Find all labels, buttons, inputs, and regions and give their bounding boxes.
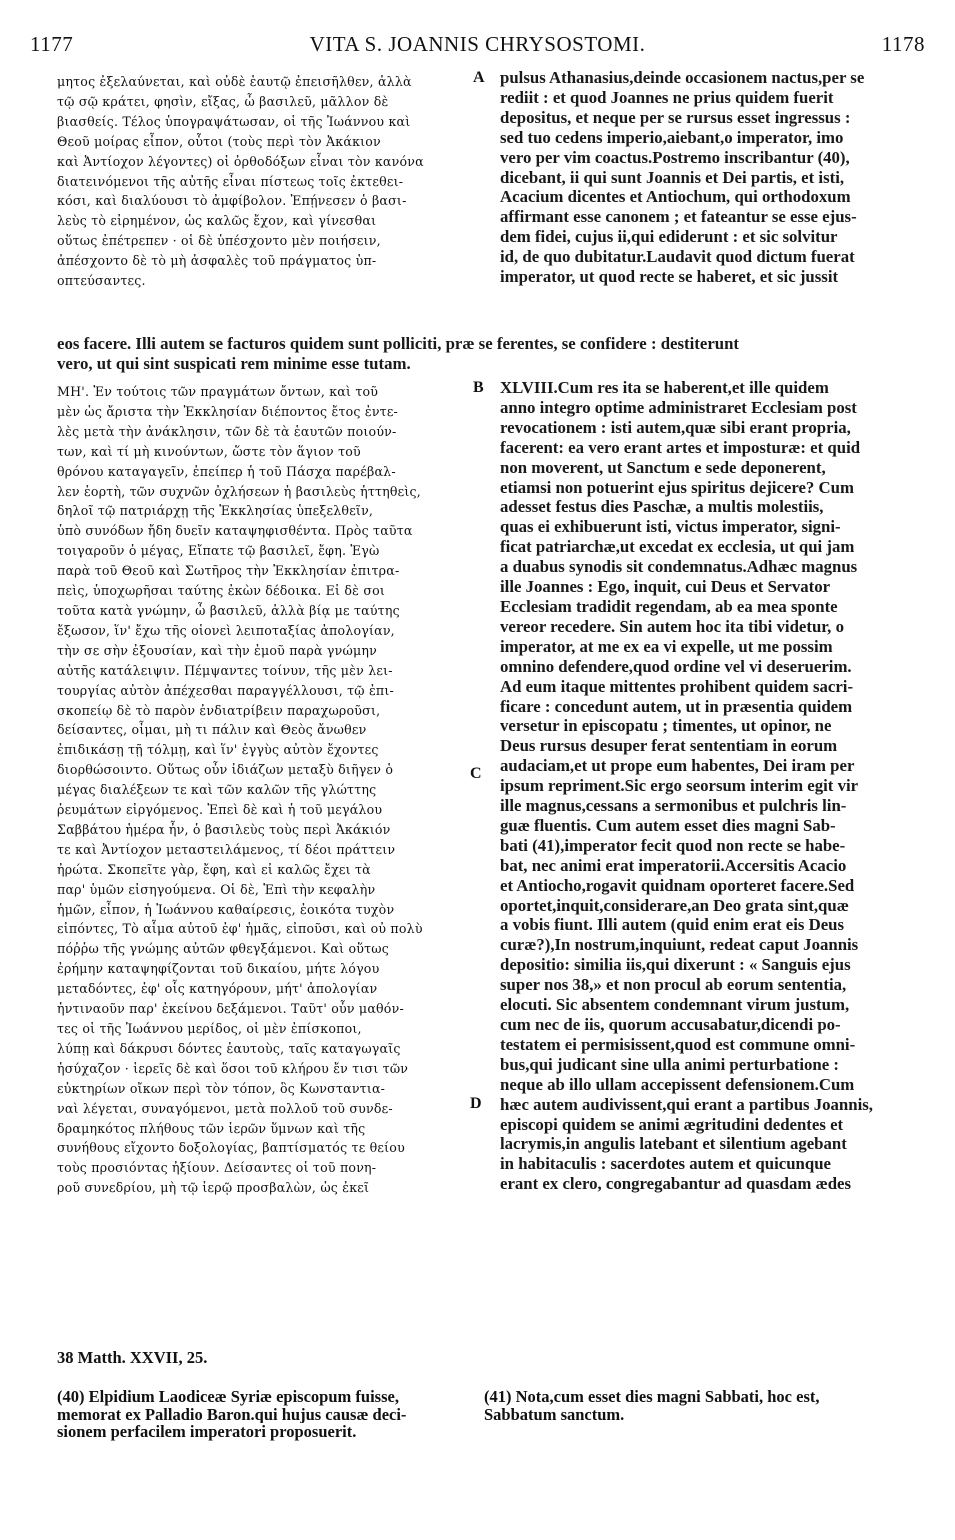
text-line: ipsum repriment.Sic ergo seorsum interim egit vir bbox=[500, 776, 859, 796]
text-line: sed tuo cedens imperio,aiebant,o imperator, imo bbox=[500, 127, 844, 147]
text-line: et Antiocho,rogavit quidnam oporteret facere.Sed bbox=[500, 875, 855, 895]
text-line: συνήθους εἴχοντο δοξολογίας, βαπτίσματός τε θείου bbox=[57, 1140, 405, 1156]
text-line: guæ fluentis. Cum autem esset dies magni Sab- bbox=[500, 815, 836, 835]
text-line: sionem perfacilem imperatori proposuerit. bbox=[57, 1423, 357, 1441]
text-line: affirmant esse canonem ; et fateantur se esse ejus- bbox=[500, 207, 857, 227]
latin-column-section-1 bbox=[500, 68, 920, 287]
text-line: μητος ἐξελαύνεται, καὶ οὐδὲ ἑαυτῷ ἐπεισῆλθεν, ἀλλὰ bbox=[57, 74, 412, 89]
text-line: ναὶ λέγεται, συναγόμενοι, μετὰ πολλοῦ τοῦ συνδε- bbox=[57, 1100, 393, 1116]
text-line: anno integro optime administraret Ecclesiam post bbox=[500, 397, 857, 417]
text-line: μέγας διαλέξεων τε καὶ τῶν καλῶν τῆς γλώττης bbox=[57, 782, 377, 798]
text-line: οπτεύσαντες. bbox=[57, 273, 146, 289]
text-line: memorat ex Palladio Baron.qui hujus causæ deci- bbox=[57, 1405, 407, 1423]
text-line: διορθώσοιντο. Οὕτως οὖν ἰδιάζων μεταξὺ διῆγεν ὁ bbox=[57, 762, 394, 778]
text-line: audaciam,et ut prope eum habentes, Dei iram per bbox=[500, 756, 855, 776]
text-line: (40) Elpidium Laodiceæ Syriæ episcopum fuisse, bbox=[57, 1388, 399, 1406]
text-line: ἠρώτα. Σκοπεῖτε γὰρ, ἔφη, καὶ εἰ καλῶς ἔχει τὰ bbox=[57, 861, 371, 877]
text-line: id, de quo dubitatur.Laudavit quod dictum fuerat bbox=[500, 247, 855, 267]
text-line: erant ex clero, congregabantur ad quasdam ædes bbox=[500, 1174, 852, 1194]
text-line: bat, nec animi erat imperatorii.Accersitis Acacio bbox=[500, 855, 847, 875]
text-line: σκοπείῳ δὲ τὸ παρὸν ἐνδιατρίβειν παραχωροῦσι, bbox=[57, 702, 381, 718]
greek-column-section-1 bbox=[57, 72, 465, 291]
text-line: rediit : et quod Joannes ne prius quidem fuerit bbox=[500, 87, 834, 107]
text-line: Σαββάτου ἡμέρα ἦν, ὁ βασιλεὺς τοὺς περὶ Ἀκάκιόν bbox=[57, 821, 391, 837]
text-line: imperator, at me ex ea vi expelle, ut me possim bbox=[500, 636, 833, 656]
text-line: ὑπὸ συνόδων ἤδη δυεῖν καταψηφισθέντα. Πρὸς ταῦτα bbox=[57, 523, 413, 539]
text-line: depositus, et neque per se rursus esset ingressus : bbox=[500, 107, 851, 127]
text-line: vereor recedere. Sin autem hoc ita tibi videtur, o bbox=[500, 616, 844, 636]
text-line: των, καὶ τί μὴ κινούντων, ὥστε τὸν ἅγιον τοῦ bbox=[57, 443, 361, 459]
text-line: ῥευμάτων εἰργόμενος. Ἐπεὶ δὲ καὶ ἡ τοῦ μεγάλου bbox=[57, 802, 383, 818]
text-line: παρὰ τοῦ Θεοῦ καὶ Σωτῆρος τὴν Ἐκκλησίαν ἐπιτρα- bbox=[57, 563, 400, 579]
text-line: Ad eum itaque mittentes prohibent quidem sacri- bbox=[500, 676, 854, 696]
text-line: πόῤῥω τῆς γνώμης αὐτῶν φθεγξάμενοι. Καὶ οὕτως bbox=[57, 941, 389, 957]
text-line: vero, ut qui sint suspicati rem minime esse tutam. bbox=[57, 353, 411, 373]
text-line: ficare : concedunt autem, ut in præsentia quidem bbox=[500, 696, 853, 716]
text-line: ἐπιδικάσῃ τῇ τόλμῃ, καὶ ἵν' ἐγγὺς αὐτὸν ἔχοντες bbox=[57, 742, 379, 758]
text-line: τοῦτα κατὰ γνώμην, ὦ βασιλεῦ, ἀλλὰ βίᾳ με ταύτης bbox=[57, 602, 400, 618]
text-line: ροῦ συνεδρίου, μὴ τῷ ἱερῷ προσβαλὼν, ὡς ἐκεῖ bbox=[57, 1180, 370, 1196]
text-line: τοιγαροῦν ὁ μέγας, Εἴπατε τῷ βασιλεῖ, ἔφη. Ἐγὼ bbox=[57, 543, 380, 559]
text-line: versetur in episcopatu ; timentes, ut opinor, ne bbox=[500, 716, 832, 736]
text-line: τες οἱ τῆς Ἰωάννου μερίδος, οἱ μὲν ἐπίσκοποι, bbox=[57, 1021, 362, 1036]
text-line: ἐρήμην καταψηφίζονται τοῦ δικαίου, μήτε λόγου bbox=[57, 961, 380, 977]
text-line: testatem ei permisissent,quod est commune omni- bbox=[500, 1034, 856, 1054]
text-line: καὶ Ἀντίοχον λέγοντες) οἱ ὀρθοδόξων εἶναι τὸν κανόνα bbox=[57, 153, 424, 169]
text-line: etiamsi non potuerint ejus spiritus dejicere? Cum bbox=[500, 477, 854, 497]
text-line: eos facere. Illi autem se facturos quidem sunt polliciti, præ se ferentes, se confidere : destiterunt bbox=[57, 334, 740, 353]
text-line: δείσαντες, οἶμαι, μὴ τι πάλιν καὶ Θεὸς ἄνωθεν bbox=[57, 722, 367, 738]
page-header bbox=[30, 32, 925, 62]
margin-marker-a: A bbox=[473, 69, 485, 86]
text-line: ille magnus,cessans a sermonibus et pulchris lin- bbox=[500, 796, 847, 816]
text-line: dem fidei, cujus ii,qui ediderunt : et sic solvitur bbox=[500, 227, 838, 247]
greek-column-section-2 bbox=[57, 382, 465, 1198]
text-line: παρ' ὑμῶν εἰσηγούμενα. Οἱ δὲ, Ἐπὶ τὴν κεφαλὴν bbox=[57, 881, 376, 897]
text-line: δηλοῖ τῷ πατριάρχῃ τῆς Ἐκκλησίας ὑπεξελθεῖν, bbox=[57, 503, 374, 519]
latin-column-section-2 bbox=[500, 378, 920, 1194]
text-line: λὲς μετὰ τὴν ἀνάκλησιν, τῶν δὲ τὰ ἑαυτῶν ποιούν- bbox=[57, 423, 397, 439]
text-line: revocationem : isti autem,quæ sibi erant propria, bbox=[500, 417, 851, 437]
text-line: πεὶς, ὑποχωρῆσαι ταύτης ἐκὼν δέδοικα. Εἰ δὲ σοι bbox=[57, 583, 386, 599]
margin-marker-c: C bbox=[470, 765, 482, 782]
text-line: θρόνου καταγαγεῖν, ἐπείπερ ἡ τοῦ Πάσχα παρέβαλ- bbox=[57, 463, 396, 479]
footnote-40 bbox=[57, 1388, 472, 1441]
margin-marker-d: D bbox=[470, 1095, 482, 1112]
text-line: super nos 38,» et non procul ab eorum sententia, bbox=[500, 975, 847, 995]
page-number-left: 1177 bbox=[30, 32, 74, 56]
text-line: ἡντιναοῦν παρ' ἐκείνου δεξάμενοι. Ταῦτ' οὖν μαθόν- bbox=[57, 1001, 404, 1017]
text-line: pulsus Athanasius,deinde occasionem nactus,per se bbox=[500, 68, 865, 87]
page-number-right: 1178 bbox=[881, 32, 925, 56]
text-line: (41) Nota,cum esset dies magni Sabbati, hoc est, bbox=[484, 1388, 820, 1406]
text-line: διατεινόμενοι τῆς αὐτῆς εἶναι πίστεως τοῖς ἐκτεθει- bbox=[57, 173, 404, 189]
text-line: εὐκτηρίων οἴκων περὶ τὸν τόπον, ὃς Κωνσταντια- bbox=[57, 1080, 386, 1096]
text-line: in habitaculis : sacerdotes autem et quicunque bbox=[500, 1154, 831, 1174]
text-line: τῷ σῷ κράτει, φησὶν, εἴξας, ὦ βασιλεῦ, μᾶλλον δὲ bbox=[57, 93, 389, 109]
text-line: ἡσύχαζον · ἱερεῖς δὲ καὶ ὅσοι τοῦ κλήρου ἔν τισι τῶν bbox=[57, 1060, 409, 1076]
text-line: adesset festus dies Paschæ, a multis molestiis, bbox=[500, 497, 824, 517]
text-line: Acacium dicentes et Antiochum, qui orthodoxum bbox=[500, 187, 851, 207]
text-line: quas ei exhibuerunt isti, victus imperator, signi- bbox=[500, 517, 841, 537]
text-line: λύπῃ καὶ δάκρυσι δόντες ἑαυτοὺς, ταῖς καταγωγαῖς bbox=[57, 1040, 401, 1056]
text-line: cum nec de iis, quorum accusabatur,dicendi po- bbox=[500, 1015, 841, 1034]
text-line: τε καὶ Ἀντίοχον μεταστειλάμενος, τί δέοι πράττειν bbox=[57, 841, 396, 857]
text-line: XLVIII.Cum res ita se haberent,et ille quidem bbox=[500, 378, 829, 397]
text-line: εἰπόντες, Τὸ αἷμα αὐτοῦ ἐφ' ἡμᾶς, εἰποῦσι, καὶ οὐ πολὺ bbox=[57, 921, 423, 937]
text-line: facerent: ea vero erant artes et imposturæ: et quid bbox=[500, 437, 861, 457]
text-line: Θεοῦ μοίρας εἶπον, οὗτοι (τοὺς περὶ τὸν Ἀκάκιον bbox=[57, 133, 381, 149]
text-line: omnino defendere,quod ordine vel vi deseruerim. bbox=[500, 656, 852, 676]
text-line: hæc autem audivissent,qui erant a partibus Joannis, bbox=[500, 1094, 873, 1114]
text-line: τὴν σε σὴν ἐξουσίαν, καὶ τὴν ἐμοῦ παρὰ γνώμην bbox=[57, 642, 377, 658]
text-line: a vobis fiunt. Illi autem (quid enim erat eis Deus bbox=[500, 915, 845, 935]
text-line: curæ?),In nostrum,inquiunt, redeat caput Joannis bbox=[500, 935, 859, 955]
text-line: bus,qui judicant sine ulla animi perturbatione : bbox=[500, 1054, 839, 1074]
margin-marker-b: B bbox=[473, 379, 484, 396]
text-line: ficat patriarchæ,ut excedat ex ecclesia, ut qui jam bbox=[500, 537, 855, 557]
text-line: κόσι, καὶ διαλύουσι τὸ ἀμφίβολον. Ἐπῄνεσεν ὁ βασι- bbox=[57, 193, 407, 209]
text-line: episcopi quidem se animi ægritudini dedentes et bbox=[500, 1114, 844, 1134]
running-title: VITA S. JOANNIS CHRYSOSTOMI. bbox=[309, 32, 646, 56]
text-line: dicebant, ii qui sunt Joannis et Dei partis, et isti, bbox=[500, 167, 845, 187]
text-line: elocuti. Sic absentem condemnant virum justum, bbox=[500, 995, 850, 1015]
text-line: τοὺς προσιόντας ἠξίουν. Δείσαντες οἱ τοῦ πονη- bbox=[57, 1160, 377, 1176]
text-line: bati (41),imperator fecit quod non recte se habe- bbox=[500, 835, 846, 855]
text-line: imperator, ut quod recte se haberet, et sic jussit bbox=[500, 267, 839, 287]
text-line: μεταδόντες, ἐφ' οἷς κατηγόρουν, μήτ' ἀπολογίαν bbox=[57, 981, 378, 997]
text-line: δραμηκότος πλήθους τῶν ἱερῶν ὕμνων καὶ τῆς bbox=[57, 1120, 366, 1136]
text-line: lacrymis,in angulis latebant et silentium agebant bbox=[500, 1134, 847, 1154]
text-line: λεὺς τὸ εἰρημένον, ὡς καλῶς ἔχον, καὶ γίνεσθαι bbox=[57, 213, 377, 229]
text-line: ἀπέσχοντο δὲ τὸ μὴ ἀσφαλὲς τοῦ πράγματος ὑπ- bbox=[57, 253, 377, 269]
scripture-footnote: 38 Matth. XXVII, 25. bbox=[57, 1348, 208, 1367]
text-line: λεν ἑορτὴ, τῶν συχνῶν ὀχλήσεων ἡ βασιλεὺς ἡττηθεὶς, bbox=[57, 483, 421, 499]
latin-full-width-continuation bbox=[57, 334, 923, 374]
text-line: vero per vim coactus.Postremo inscribantur (40), bbox=[500, 147, 850, 167]
text-line: a duabus synodis sit condemnatus.Adhæc magnus bbox=[500, 557, 858, 577]
text-line: non moverent, ut Sanctum e sede deponerent, bbox=[500, 457, 826, 477]
text-line: Deus rursus desuper ferat sententiam in eorum bbox=[500, 736, 838, 756]
text-line: οὕτως ἐπέτρεπεν · οἱ δὲ ὑπέσχοντο μὲν ποιήσειν, bbox=[57, 233, 381, 249]
text-line: ἡμῶν, εἶπον, ἡ Ἰωάννου καθαίρεσις, ἐοικότα τυχὸν bbox=[57, 901, 395, 917]
footnote-41 bbox=[484, 1388, 924, 1423]
text-line: αὐτῆς κατάλειψιν. Πέμψαντες τοίνυν, τῆς μὲν λει- bbox=[57, 662, 393, 678]
text-line: ΜΗ'. Ἐν τούτοις τῶν πραγμάτων ὄντων, καὶ τοῦ bbox=[57, 384, 379, 399]
text-line: βιασθείς. Τέλος ὑπογραψάτωσαν, οἱ τῆς Ἰωάννου καὶ bbox=[57, 113, 411, 129]
text-line: Sabbatum sanctum. bbox=[484, 1405, 625, 1423]
text-line: ille Joannes : Ego, inquit, cui Deus et Servator bbox=[500, 577, 831, 597]
text-line: oportet,inquit,considerare,an Deo grata sint,quæ bbox=[500, 895, 849, 915]
text-line: μὲν ὡς ἄριστα τὴν Ἐκκλησίαν διέποντος ἔτος ἐντε- bbox=[57, 403, 399, 419]
text-line: neque ab illo ullam accepissent defensionem.Cum bbox=[500, 1074, 855, 1094]
text-line: Ecclesiam tradidit regendam, ab ea mea sponte bbox=[500, 596, 838, 616]
text-line: τουργίας αὐτὸν ἀπέχεσθαι παραγγέλλουσι, τῷ ἐπι- bbox=[57, 682, 394, 698]
text-line: depositio: similia iis,qui dixerunt : « Sanguis ejus bbox=[500, 955, 851, 975]
text-line: ἔξωσον, ἵν' ἔχω τῆς οἱονεὶ λειποταξίας ἀπολογίαν, bbox=[57, 622, 395, 638]
